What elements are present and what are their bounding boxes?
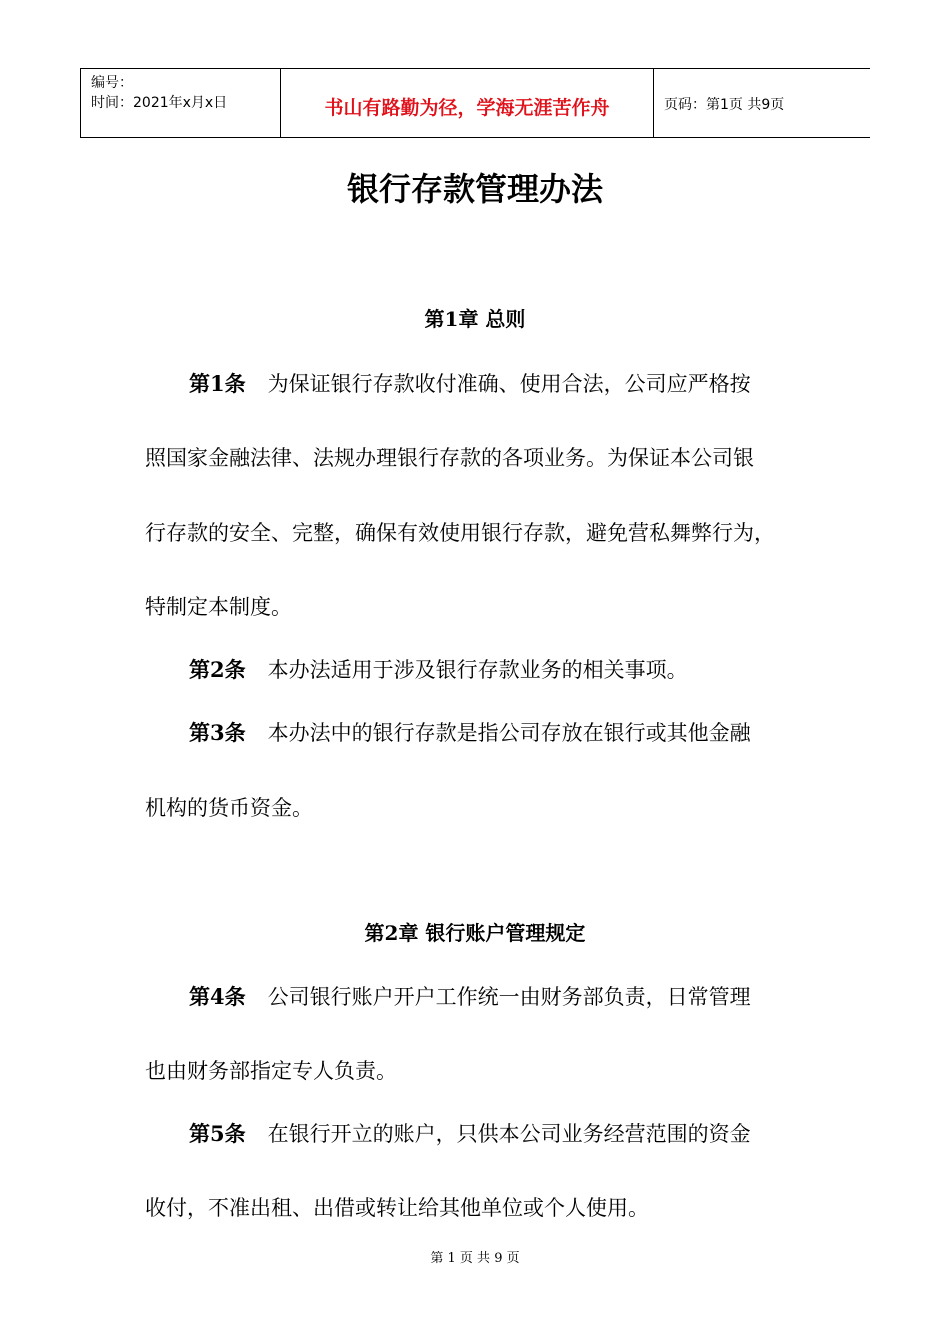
document-time-label: 时间：2021年x月x日 bbox=[91, 95, 228, 111]
article-5-text-1: 在银行开立的账户，只供本公司业务经营范围的资金 bbox=[267, 1122, 751, 1146]
article-3-label: 第3条 bbox=[189, 720, 246, 745]
article-2-label: 第2条 bbox=[189, 657, 246, 682]
article-1-line-3: 行存款的安全、完整，确保有效使用银行存款，避免营私舞弊行为， bbox=[145, 521, 775, 545]
article-5-label: 第5条 bbox=[189, 1121, 246, 1146]
article-3-text-1: 本办法中的银行存款是指公司存放在银行或其他金融 bbox=[267, 721, 751, 745]
article-1-line-4: 特制定本制度。 bbox=[145, 595, 292, 619]
article-5-line-2: 收付，不准出租、出借或转让给其他单位或个人使用。 bbox=[145, 1196, 649, 1220]
chapter-heading-2: 第2章 银行账户管理规定 bbox=[364, 921, 586, 945]
header-motto: 书山有路勤为径，学海无涯苦作舟 bbox=[324, 97, 610, 119]
document-title: 银行存款管理办法 bbox=[346, 170, 603, 208]
article-2-line-1 bbox=[189, 654, 688, 684]
article-4-line-1 bbox=[189, 981, 751, 1011]
chapter-heading-1: 第1章 总则 bbox=[424, 307, 526, 331]
article-1-line-1 bbox=[189, 368, 751, 398]
header-table bbox=[80, 68, 870, 138]
article-4-label: 第4条 bbox=[189, 984, 246, 1009]
header-page-cell bbox=[654, 69, 870, 137]
article-2-text-1: 本办法适用于涉及银行存款业务的相关事项。 bbox=[267, 658, 688, 682]
header-motto-cell bbox=[281, 69, 654, 137]
article-4-text-1: 公司银行账户开户工作统一由财务部负责，日常管理 bbox=[267, 985, 751, 1009]
article-4-line-2: 也由财务部指定专人负责。 bbox=[145, 1059, 397, 1083]
article-5-line-1 bbox=[189, 1118, 751, 1148]
article-3-line-1 bbox=[189, 717, 751, 747]
article-3-line-2: 机构的货币资金。 bbox=[145, 796, 313, 820]
article-1-label: 第1条 bbox=[189, 371, 246, 396]
article-1-line-2: 照国家金融法律、法规办理银行存款的各项业务。为保证本公司银 bbox=[145, 446, 754, 470]
article-1-text-1: 为保证银行存款收付准确、使用合法，公司应严格按 bbox=[267, 372, 751, 396]
page-footer: 第 1 页 共 9 页 bbox=[430, 1251, 520, 1266]
document-number-label: 编号： bbox=[91, 75, 133, 91]
header-page-info: 页码：第1页 共9页 bbox=[664, 97, 785, 113]
header-meta-cell bbox=[80, 69, 281, 137]
